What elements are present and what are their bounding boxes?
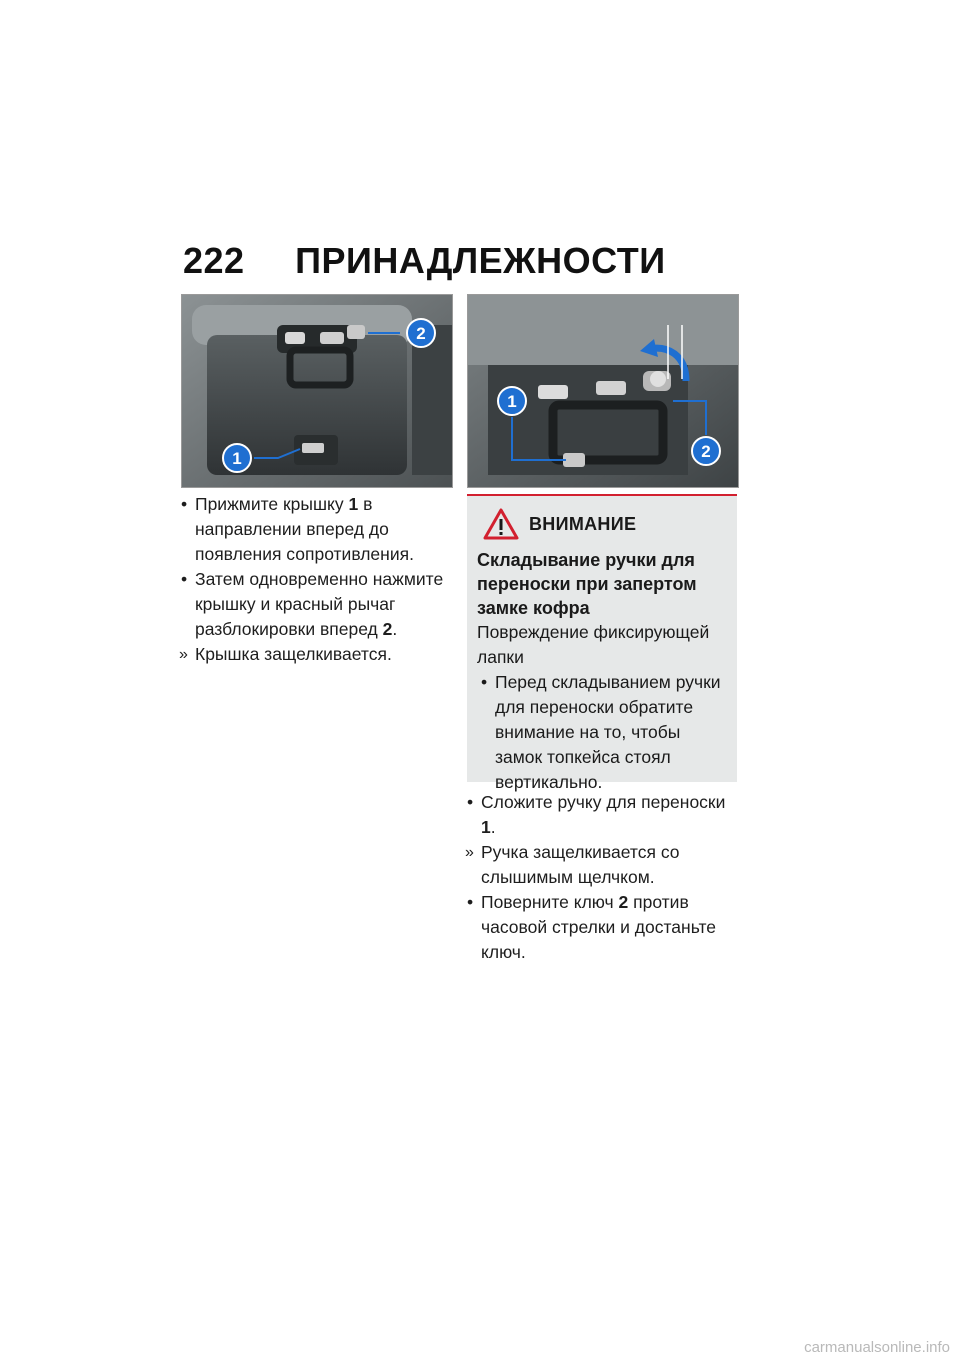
list-item: • Прижмите крышку 1 в направлении вперед до появления сопротивления. bbox=[181, 494, 414, 564]
photo-topcase-lock-illustration bbox=[182, 295, 452, 487]
list-item-result: » Крышка защелкивается. bbox=[179, 644, 392, 664]
photo-topcase-lock bbox=[181, 294, 453, 488]
warning-description: Повреждение фиксирующей лапки bbox=[477, 622, 710, 667]
list-item-result: » Ручка защелкивается со слышимым щелчком. bbox=[465, 842, 680, 887]
photo-left-callout-2: 2 bbox=[416, 324, 426, 343]
page-title: ПРИНАДЛЕЖНОСТИ bbox=[295, 240, 666, 281]
photo-handle-key-illustration bbox=[468, 295, 738, 487]
warning-header bbox=[483, 508, 727, 540]
photo-left-callout-1: 1 bbox=[232, 449, 242, 468]
list-item: • Сложите ручку для переноски 1. bbox=[467, 792, 726, 837]
page-number: 222 bbox=[183, 240, 245, 281]
list-item: • Затем одновременно нажмите крышку и красный рычаг разблокировки вперед 2. bbox=[181, 569, 444, 639]
instructions-left bbox=[181, 492, 453, 667]
watermark: carmanualsonline.info bbox=[804, 1339, 950, 1356]
list-item: • Поверните ключ 2 против часовой стрелки и достаньте ключ. bbox=[467, 892, 717, 962]
photo-right-callout-1: 1 bbox=[507, 392, 517, 411]
photo-right-callout-2: 2 bbox=[701, 442, 711, 461]
warning-triangle-icon bbox=[483, 508, 519, 540]
warning-box bbox=[467, 494, 737, 792]
warning-title: ВНИМАНИЕ bbox=[529, 513, 637, 534]
warning-subtitle: Складывание ручки для переноски при запертом замке кофра bbox=[477, 550, 697, 618]
page-header bbox=[183, 240, 666, 282]
warning-bullet: • Перед складыванием ручки для переноски обратите внимание на то, чтобы замок топкейса стоял вертикально. bbox=[481, 672, 721, 792]
instructions-right bbox=[467, 790, 739, 965]
photo-handle-key bbox=[467, 294, 739, 488]
